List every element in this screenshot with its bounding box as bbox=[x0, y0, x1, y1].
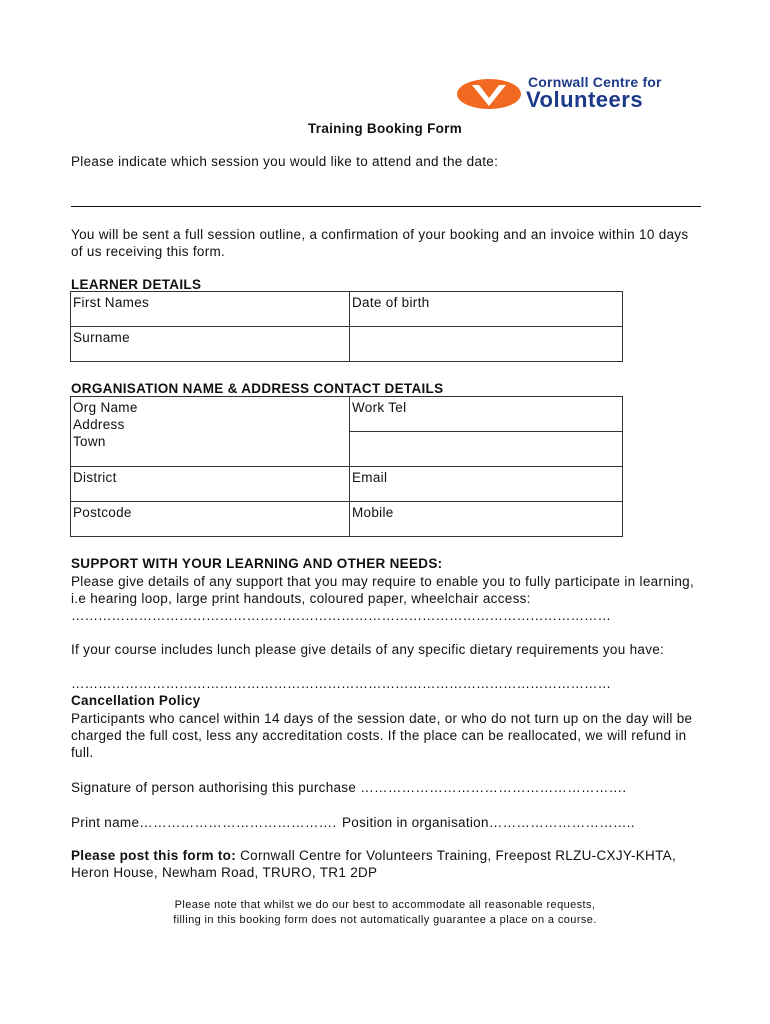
first-names-field[interactable] bbox=[71, 292, 350, 327]
cancellation-heading: Cancellation Policy bbox=[71, 693, 201, 708]
session-date-line[interactable] bbox=[71, 206, 701, 207]
support-text: Please give details of any support that you may require to enable you to fully participate in learning, i.e hearing loop, large print handouts, coloured paper, wheelchair access: bbox=[71, 574, 695, 606]
postcode-field[interactable] bbox=[71, 502, 350, 537]
surname-label: Surname bbox=[73, 330, 130, 345]
support-dots-line[interactable]: ………………………………………………………………………………………………………… bbox=[71, 608, 611, 623]
mobile-label: Mobile bbox=[352, 505, 394, 520]
print-name-line[interactable]: Print name……………………………………. bbox=[71, 815, 337, 830]
district-label: District bbox=[73, 470, 117, 485]
surname-right-field[interactable] bbox=[350, 327, 623, 362]
cancellation-text: Participants who cancel within 14 days of the session date, or who do not turn up on the day will be charged the full cost, less any accreditation costs. If the place can be reallocated, we will refund in full. bbox=[71, 711, 693, 760]
v-chevron-logo-icon bbox=[456, 76, 526, 116]
postcode-label: Postcode bbox=[73, 505, 132, 520]
signature-line[interactable]: Signature of person authorising this purchase …………………………………………………. bbox=[71, 780, 627, 795]
work-tel-extra-field[interactable] bbox=[350, 432, 623, 467]
logo-org-line: Cornwall Centre for bbox=[528, 74, 662, 90]
org-heading: ORGANISATION NAME & ADDRESS CONTACT DETAILS bbox=[71, 381, 444, 396]
note-line-1: Please note that whilst we do our best to accommodate all reasonable requests, bbox=[174, 899, 596, 911]
page-title: Training Booking Form bbox=[307, 121, 463, 136]
note-line-2: filling in this booking form does not automatically guarantee a place on a course. bbox=[173, 914, 597, 926]
address-label: Address bbox=[73, 417, 125, 432]
intro-text: Please indicate which session you would like to attend and the date: bbox=[71, 154, 499, 169]
district-field[interactable] bbox=[71, 467, 350, 502]
town-label: Town bbox=[73, 434, 106, 449]
lunch-dots-line[interactable]: ………………………………………………………………………………………………………… bbox=[71, 676, 611, 691]
email-label: Email bbox=[352, 470, 388, 485]
learner-table bbox=[70, 291, 623, 362]
post-label: Please post this form to: bbox=[71, 848, 237, 863]
email-field[interactable] bbox=[350, 467, 623, 502]
post-address-text: Cornwall Centre for Volunteers Training, Freepost RLZU-CXJY-KHTA, Heron House, Newham Road, TRURO, TR1 2DP bbox=[71, 848, 676, 880]
logo-brand: Volunteers bbox=[526, 87, 644, 112]
outline-text: You will be sent a full session outline, a confirmation of your booking and an invoice within 10 days of us receiving this form. bbox=[71, 227, 689, 259]
learner-heading: LEARNER DETAILS bbox=[71, 277, 202, 292]
support-heading: SUPPORT WITH YOUR LEARNING AND OTHER NEEDS: bbox=[71, 556, 443, 571]
org-table bbox=[70, 396, 623, 537]
org-name-label: Org Name bbox=[73, 400, 138, 415]
logo bbox=[456, 74, 686, 114]
dob-field[interactable] bbox=[350, 292, 623, 327]
surname-field[interactable] bbox=[71, 327, 350, 362]
lunch-text: If your course includes lunch please give details of any specific dietary requirements you have: bbox=[71, 642, 665, 657]
org-address-field[interactable] bbox=[71, 397, 350, 467]
mobile-field[interactable] bbox=[350, 502, 623, 537]
post-address bbox=[71, 847, 701, 881]
first-names-label: First Names bbox=[73, 295, 150, 310]
position-line[interactable]: Position in organisation………………………….. bbox=[342, 815, 635, 830]
work-tel-label: Work Tel bbox=[352, 400, 407, 415]
work-tel-field[interactable] bbox=[350, 397, 623, 432]
dob-label: Date of birth bbox=[352, 295, 430, 310]
